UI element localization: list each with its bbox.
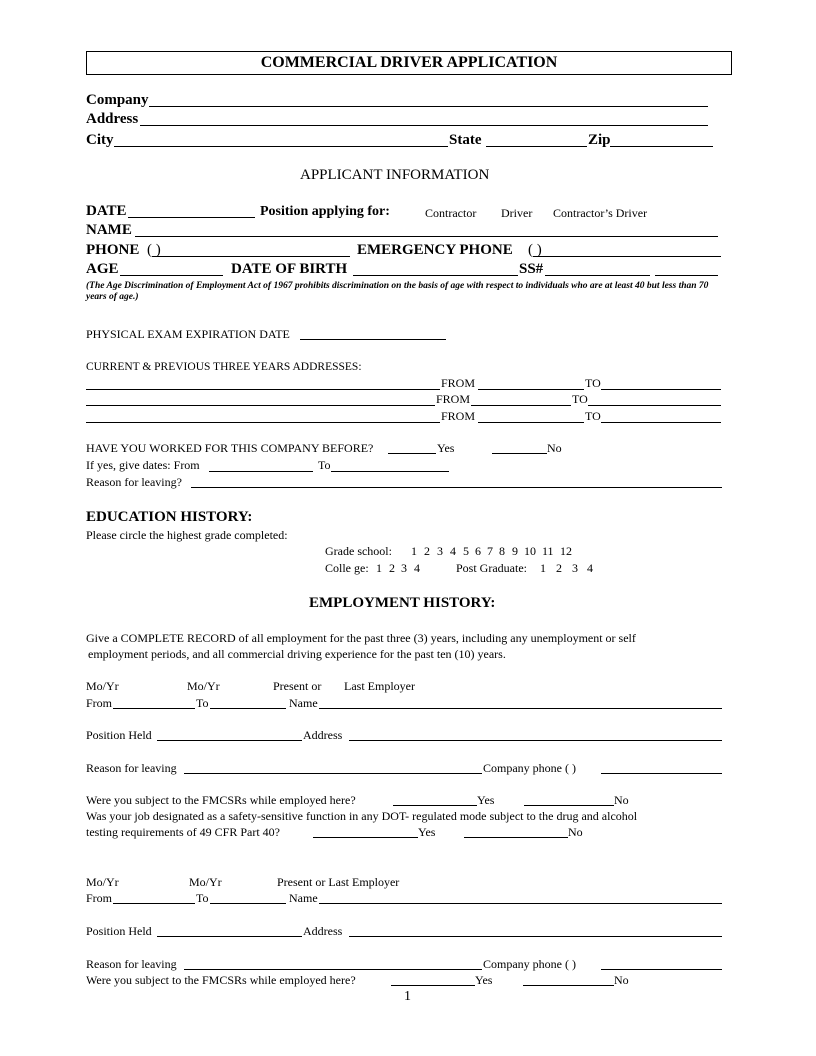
zip-field[interactable] bbox=[610, 146, 713, 147]
address-line-2[interactable] bbox=[86, 405, 435, 406]
moyr-from-header: Mo/Yr bbox=[86, 679, 119, 693]
post-grad-1[interactable]: 1 bbox=[540, 561, 546, 575]
fmcsr-question: Were you subject to the FMCSRs while employed here? bbox=[86, 973, 356, 987]
post-grad-2[interactable]: 2 bbox=[556, 561, 562, 575]
from-label: From bbox=[86, 696, 113, 710]
from-label: FROM bbox=[441, 409, 476, 423]
worked-before-yes-field[interactable] bbox=[388, 453, 436, 454]
grade-school-label: Grade school: bbox=[325, 544, 392, 558]
employer1-phone-field[interactable] bbox=[601, 773, 722, 774]
moyr-to-header: Mo/Yr bbox=[187, 679, 220, 693]
date-label: DATE bbox=[86, 203, 127, 219]
position-option-contractors-driver[interactable]: Contractor’s Driver bbox=[553, 206, 648, 220]
company-field[interactable] bbox=[149, 106, 708, 107]
dot-question-line2: testing requirements of 49 CFR Part 40? bbox=[86, 825, 280, 839]
ss-label: SS# bbox=[519, 261, 544, 277]
employer1-dot-yes-field[interactable] bbox=[313, 837, 418, 838]
to-label: To bbox=[196, 696, 209, 710]
position-label: Position applying for: bbox=[260, 204, 390, 219]
reason-leaving-label: Reason for leaving bbox=[86, 957, 177, 971]
moyr-from-header: Mo/Yr bbox=[86, 875, 119, 889]
from-field-3[interactable] bbox=[478, 422, 584, 423]
name-label: NAME bbox=[86, 222, 132, 238]
college-3[interactable]: 3 bbox=[401, 561, 407, 575]
address-line-3[interactable] bbox=[86, 422, 440, 423]
present-or-header: Present or bbox=[273, 679, 322, 693]
form-title: COMMERCIAL DRIVER APPLICATION bbox=[86, 51, 732, 75]
physical-exam-field[interactable] bbox=[300, 339, 446, 340]
to-field-2[interactable] bbox=[588, 405, 721, 406]
employer2-address-field[interactable] bbox=[349, 936, 722, 937]
employer2-phone-field[interactable] bbox=[601, 969, 722, 970]
age-label: AGE bbox=[86, 261, 119, 277]
employment-heading: EMPLOYMENT HISTORY: bbox=[309, 595, 496, 611]
emergency-phone-label: EMERGENCY PHONE bbox=[357, 242, 513, 258]
employer1-address-field[interactable] bbox=[349, 740, 722, 741]
yes-label: Yes bbox=[418, 825, 436, 839]
fmcsr-question: Were you subject to the FMCSRs while employed here? bbox=[86, 793, 356, 807]
employer1-fmcsr-no-field[interactable] bbox=[524, 805, 614, 806]
from-label: FROM bbox=[436, 392, 471, 406]
college-4[interactable]: 4 bbox=[414, 561, 420, 575]
dob-label: DATE OF BIRTH bbox=[231, 261, 348, 277]
to-label: TO bbox=[585, 376, 601, 390]
grade-9[interactable]: 9 bbox=[512, 544, 518, 558]
applicant-heading: APPLICANT INFORMATION bbox=[300, 167, 490, 183]
employer1-fmcsr-yes-field[interactable] bbox=[393, 805, 477, 806]
post-grad-4[interactable]: 4 bbox=[587, 561, 593, 575]
present-or-last-employer-header: Present or Last Employer bbox=[277, 875, 400, 889]
age-discrimination-note: (The Age Discrimination of Employment Act of 1967 prohibits discrimination on the basis of age with respect to individuals who are at least 40 but less than 70 years of age.) bbox=[86, 281, 709, 302]
employer1-reason-field[interactable] bbox=[184, 773, 482, 774]
grade-7[interactable]: 7 bbox=[487, 544, 493, 558]
date-field[interactable] bbox=[128, 217, 255, 218]
address-field[interactable] bbox=[140, 125, 708, 126]
employer1-name-field[interactable] bbox=[319, 708, 722, 709]
employer1-to-field[interactable] bbox=[210, 708, 286, 709]
address-label: Address bbox=[303, 924, 343, 938]
state-field[interactable] bbox=[486, 146, 587, 147]
name-label: Name bbox=[289, 891, 318, 905]
address-label: Address bbox=[303, 728, 343, 742]
worked-before-question: HAVE YOU WORKED FOR THIS COMPANY BEFORE? bbox=[86, 441, 374, 455]
city-label: City bbox=[86, 132, 114, 148]
state-label: State bbox=[449, 132, 482, 148]
employment-intro-line2: employment periods, and all commercial driving experience for the past ten (10) years. bbox=[88, 647, 506, 661]
reason-leaving-label: Reason for leaving? bbox=[86, 475, 182, 489]
to-label: TO bbox=[572, 392, 588, 406]
position-held-label: Position Held bbox=[86, 924, 152, 938]
emergency-area-paren: ( ) bbox=[528, 242, 542, 258]
position-held-label: Position Held bbox=[86, 728, 152, 742]
employer2-position-field[interactable] bbox=[157, 936, 302, 937]
college-2[interactable]: 2 bbox=[389, 561, 395, 575]
from-field-2[interactable] bbox=[471, 405, 571, 406]
city-field[interactable] bbox=[114, 146, 448, 147]
if-yes-to-label: To bbox=[318, 458, 331, 472]
grade-2[interactable]: 2 bbox=[424, 544, 430, 558]
ss-field-part1[interactable] bbox=[545, 275, 650, 276]
to-field-3[interactable] bbox=[601, 422, 721, 423]
grade-4[interactable]: 4 bbox=[450, 544, 456, 558]
employer2-from-field[interactable] bbox=[113, 903, 195, 904]
education-instruction: Please circle the highest grade completed: bbox=[86, 528, 288, 542]
company-phone-label: Company phone ( ) bbox=[483, 761, 576, 775]
yes-label: Yes bbox=[477, 793, 495, 807]
grade-6[interactable]: 6 bbox=[475, 544, 481, 558]
from-label: From bbox=[86, 891, 113, 905]
address-line-1[interactable] bbox=[86, 389, 440, 390]
college-1[interactable]: 1 bbox=[376, 561, 382, 575]
employer1-from-field[interactable] bbox=[113, 708, 195, 709]
ss-field-part2[interactable] bbox=[655, 275, 718, 276]
employer2-to-field[interactable] bbox=[210, 903, 286, 904]
no-label: No bbox=[614, 973, 629, 987]
from-field-1[interactable] bbox=[478, 389, 584, 390]
company-phone-label: Company phone ( ) bbox=[483, 957, 576, 971]
physical-exam-label: PHYSICAL EXAM EXPIRATION DATE bbox=[86, 327, 290, 341]
worked-before-no-field[interactable] bbox=[492, 453, 547, 454]
phone-label: PHONE bbox=[86, 242, 140, 258]
dot-question-line1: Was your job designated as a safety-sensitive function in any DOT- regulated mode subject to the drug and alcohol bbox=[86, 809, 638, 823]
grade-11[interactable]: 11 bbox=[542, 544, 554, 558]
dob-field[interactable] bbox=[353, 275, 518, 276]
employer2-fmcsr-yes-field[interactable] bbox=[391, 985, 475, 986]
if-yes-to-field[interactable] bbox=[331, 471, 449, 472]
employer2-name-field[interactable] bbox=[319, 903, 722, 904]
no-label: No bbox=[568, 825, 583, 839]
page-number: 1 bbox=[404, 989, 411, 1004]
grade-5[interactable]: 5 bbox=[463, 544, 469, 558]
worked-before-no-label: No bbox=[547, 441, 562, 455]
education-heading: EDUCATION HISTORY: bbox=[86, 509, 253, 525]
employer2-reason-field[interactable] bbox=[184, 969, 482, 970]
name-label: Name bbox=[289, 696, 318, 710]
position-option-driver[interactable]: Driver bbox=[501, 206, 533, 220]
reason-leaving-field[interactable] bbox=[191, 487, 722, 488]
post-grad-3[interactable]: 3 bbox=[572, 561, 578, 575]
worked-before-yes-label: Yes bbox=[437, 441, 455, 455]
zip-label: Zip bbox=[588, 132, 611, 148]
employment-intro-line1: Give a COMPLETE RECORD of all employment for the past three (3) years, including any unemployment or self bbox=[86, 631, 636, 645]
emergency-phone-field[interactable] bbox=[533, 256, 721, 257]
to-label: To bbox=[196, 891, 209, 905]
to-label: TO bbox=[585, 409, 601, 423]
grade-8[interactable]: 8 bbox=[499, 544, 505, 558]
name-field[interactable] bbox=[135, 236, 718, 237]
grade-3[interactable]: 3 bbox=[437, 544, 443, 558]
employer2-fmcsr-no-field[interactable] bbox=[523, 985, 614, 986]
post-graduate-label: Post Graduate: bbox=[456, 561, 527, 575]
addresses-label: CURRENT & PREVIOUS THREE YEARS ADDRESSES: bbox=[86, 361, 362, 373]
phone-area-paren: ( ) bbox=[147, 242, 161, 258]
to-field-1[interactable] bbox=[601, 389, 721, 390]
no-label: No bbox=[614, 793, 629, 807]
grade-10[interactable]: 10 bbox=[524, 544, 536, 558]
moyr-to-header: Mo/Yr bbox=[189, 875, 222, 889]
reason-leaving-label: Reason for leaving bbox=[86, 761, 177, 775]
last-employer-header: Last Employer bbox=[344, 679, 415, 693]
phone-field[interactable] bbox=[152, 256, 350, 257]
age-field[interactable] bbox=[120, 275, 223, 276]
employer1-position-field[interactable] bbox=[157, 740, 302, 741]
if-yes-dates-label: If yes, give dates: From bbox=[86, 458, 200, 472]
position-option-contractor[interactable]: Contractor bbox=[425, 206, 477, 220]
from-label: FROM bbox=[441, 376, 476, 390]
if-yes-from-field[interactable] bbox=[209, 471, 313, 472]
college-label: Colle ge: bbox=[325, 561, 369, 575]
grade-12[interactable]: 12 bbox=[560, 544, 572, 558]
address-label: Address bbox=[86, 111, 139, 127]
company-label: Company bbox=[86, 92, 149, 108]
yes-label: Yes bbox=[475, 973, 493, 987]
employer1-dot-no-field[interactable] bbox=[464, 837, 568, 838]
grade-1[interactable]: 1 bbox=[411, 544, 417, 558]
